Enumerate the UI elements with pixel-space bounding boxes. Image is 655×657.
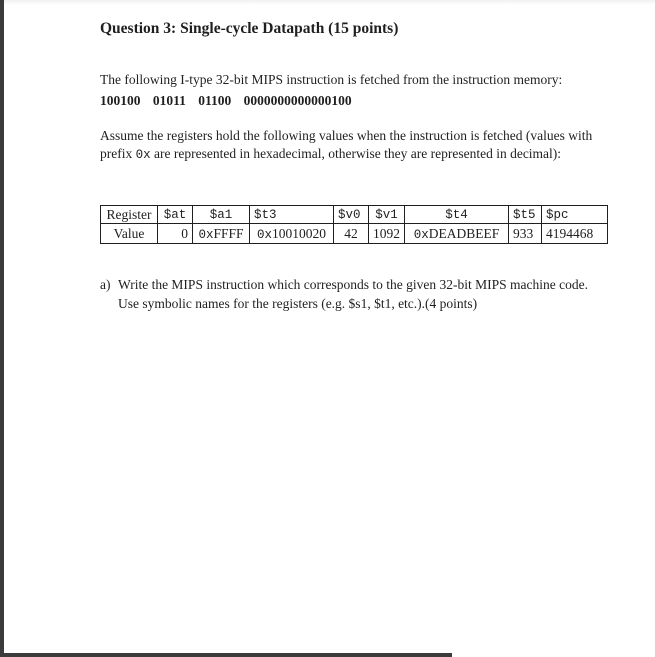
register-name-cell: $at <box>158 206 193 224</box>
register-name-cell: $t3 <box>250 206 334 224</box>
viewer-background-left-strip <box>0 0 4 657</box>
register-name-cell: $a1 <box>193 206 250 224</box>
register-value-cell: 0 <box>158 224 193 244</box>
register-value-table <box>100 205 608 244</box>
register-name-cell: $pc <box>542 206 608 224</box>
assume-line2-prefix: prefix <box>100 146 136 161</box>
question-a-label: a) <box>100 277 111 292</box>
question-a <box>100 276 605 313</box>
assume-line2-suffix: are represented in hexadecimal, otherwise they are represented in decimal): <box>150 146 562 161</box>
assume-line1: Assume the registers hold the following values when the instruction is fetched (values with <box>100 128 593 143</box>
table-header-value: Value <box>101 224 158 244</box>
register-value-cell: 0xFFFF <box>193 224 250 244</box>
register-value-cell: 42 <box>334 224 369 244</box>
intro-paragraph: The following I-type 32-bit MIPS instruction is fetched from the instruction memory: <box>100 72 563 87</box>
register-value-cell: 0x10010020 <box>250 224 334 244</box>
viewer-background-bottom-strip <box>0 653 452 657</box>
page-top-shadow <box>4 0 655 5</box>
register-name-cell: $v1 <box>369 206 405 224</box>
question-title: Question 3: Single-cycle Datapath (15 points) <box>100 20 399 37</box>
hex-prefix-code: 0x <box>135 148 151 162</box>
register-name-cell: $t5 <box>509 206 542 224</box>
register-value-cell: 4194468 <box>542 224 608 244</box>
table-header-register: Register <box>101 206 158 224</box>
assume-paragraph <box>100 127 605 164</box>
question-a-line1: Write the MIPS instruction which corresponds to the given 32-bit MIPS machine code. <box>118 277 589 292</box>
question-a-line2: Use symbolic names for the registers (e.g. $s1, $t1, etc.).(4 points) <box>118 295 478 311</box>
machine-code-line: 100100 01011 01100 0000000000000100 <box>100 93 352 108</box>
register-value-cell: 1092 <box>369 224 405 244</box>
register-name-cell: $v0 <box>334 206 369 224</box>
register-value-cell: 933 <box>509 224 542 244</box>
question-a-text <box>118 276 605 313</box>
register-value-cell: 0xDEADBEEF <box>405 224 509 244</box>
register-name-cell: $t4 <box>405 206 509 224</box>
